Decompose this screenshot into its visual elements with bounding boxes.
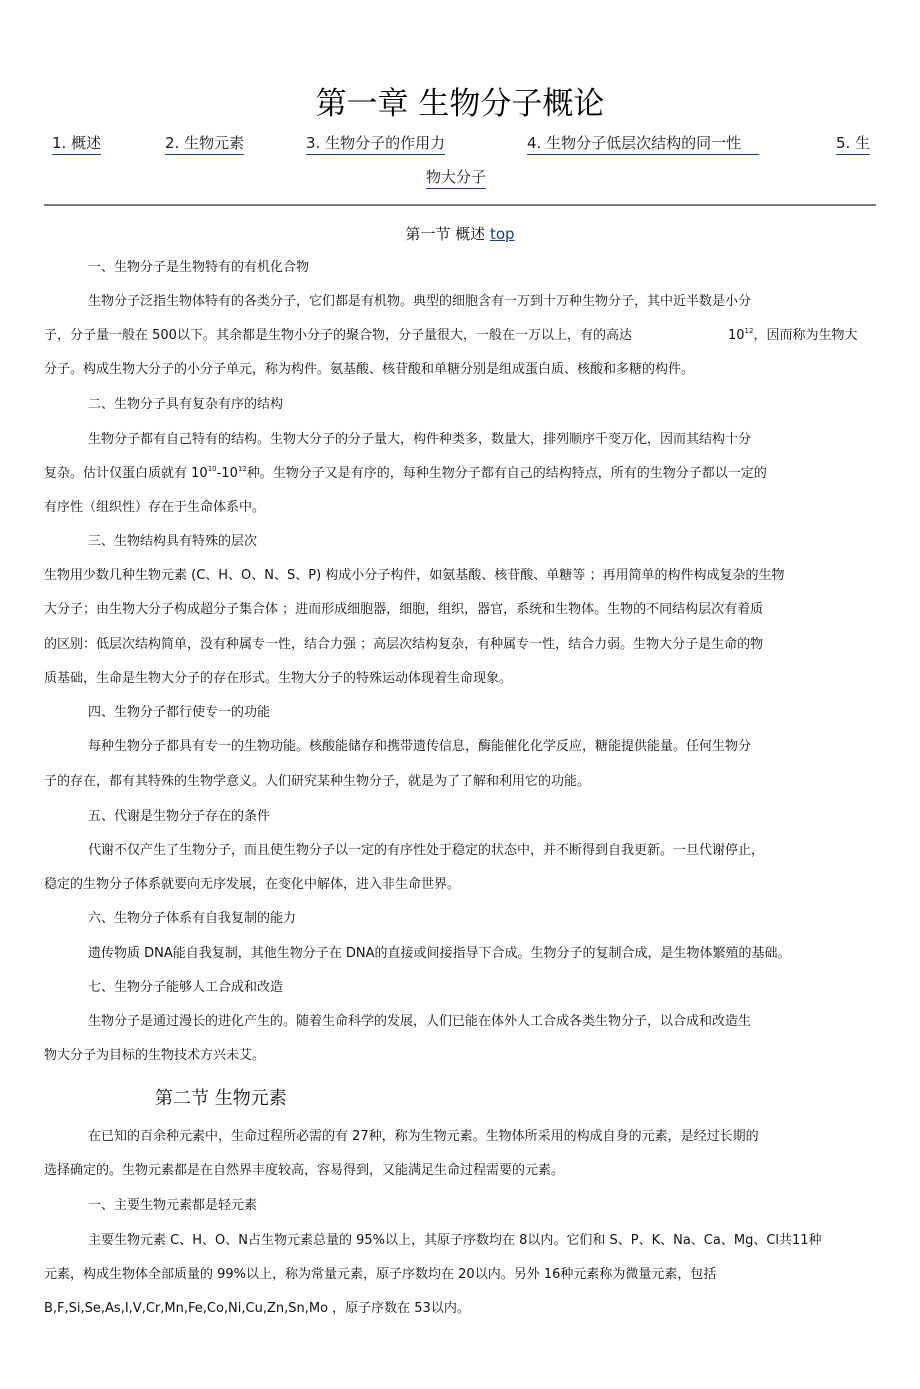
top-link[interactable]: top: [489, 225, 515, 243]
paragraph-text: -10: [216, 466, 238, 481]
paragraph-line: 生物分子泛指生物体特有的各类分子，它们都是有机物。典型的细胞含有一万到十万种生物分子，其中近半数是小分: [88, 294, 752, 309]
nav-link-molecular-forces[interactable]: 3. 生物分子的作用力: [306, 133, 445, 155]
paragraph-line: B,F,Si,Se,As,I,V,Cr,Mn,Fe,Co,Ni,Cu,Zn,Sn,Mo ，原子序数在 53以内。: [44, 1301, 470, 1316]
paragraph-line: 元素，构成生物体全部质量的 99%以上，称为常量元素，原子序数均在 20以内。另外 16种元素称为微量元素，包括: [44, 1267, 717, 1282]
nav-link-low-level-structure[interactable]: 4. 生物分子低层次结构的同一性: [527, 133, 759, 155]
paragraph-line: 子的存在，都有其特殊的生物学意义。人们研究某种生物分子，就是为了了解和利用它的功能。: [44, 774, 591, 789]
paragraph-line: 选择确定的。生物元素都是在自然界丰度较高，容易得到，又能满足生命过程需要的元素。: [44, 1163, 565, 1178]
section1-heading-6: 六、生物分子体系有自我复制的能力: [88, 911, 297, 926]
section1-heading-5: 五、代谢是生物分子存在的条件: [88, 809, 271, 824]
page-title: 第一章 生物分子概论: [315, 86, 605, 122]
nav-link-macromolecules[interactable]: 5. 生: [836, 133, 870, 155]
paragraph-line: 分子。构成生物大分子的小分子单元，称为构件。氨基酸、核苷酸和单糖分别是组成蛋白质、核酸和多糖的构件。: [44, 362, 695, 377]
section1-heading-1: 一、生物分子是生物特有的有机化合物: [88, 260, 310, 275]
section1-heading-4: 四、生物分子都行使专一的功能: [88, 705, 271, 720]
paragraph-text: 复杂。估计仅蛋白质就有 10: [44, 466, 208, 481]
paragraph-line: 质基础，生命是生物大分子的存在形式。生物大分子的特殊运动体现着生命现象。: [44, 671, 513, 686]
paragraph-line: 生物分子都有自己特有的结构。生物大分子的分子量大，构件种类多，数量大，排列顺序千变万化，因而其结构十分: [88, 432, 752, 447]
paragraph-line: 遗传物质 DNA能自我复制，其他生物分子在 DNA的直接或间接指导下合成。生物分子的复制合成，是生物体繁殖的基础。: [88, 946, 791, 961]
paragraph-line: 稳定的生物分子体系就要向无序发展，在变化中解体，进入非生命世界。: [44, 877, 461, 892]
section2-heading-1: 一、主要生物元素都是轻元素: [88, 1198, 258, 1213]
divider: [44, 204, 876, 206]
paragraph-line: 每种生物分子都具有专一的生物功能。核酸能储存和携带遗传信息，酶能催化化学反应，糖能提供能量。任何生物分: [88, 739, 752, 754]
paragraph-text: 子，分子量一般在 500以下。其余都是生物小分子的聚合物，分子量很大，一般在一万以上，有的高达: [44, 328, 632, 343]
paragraph-line: [44, 465, 767, 483]
section1-title-text: 第一节 概述: [405, 225, 490, 243]
power-exponent: 12: [744, 327, 754, 335]
paragraph-line: 大分子；由生物大分子构成超分子集合体 ；进而形成细胞器，细胞，组织，器官，系统和生物体。生物的不同结构层次有着质: [44, 602, 764, 617]
section1-title: [0, 224, 920, 244]
power-base: 10: [728, 328, 745, 343]
paragraph-line: 主要生物元素 C、H、O、N占生物元素总量的 95%以上，其原子序数均在 8以内。它们和 S、P、K、Na、Ca、Mg、Cl共11种: [88, 1233, 822, 1248]
nav-link-bio-elements[interactable]: 2. 生物元素: [165, 133, 244, 155]
section2-title: 第二节 生物元素: [155, 1088, 287, 1109]
paragraph-line: [728, 327, 857, 345]
section1-heading-2: 二、生物分子具有复杂有序的结构: [88, 397, 284, 412]
paragraph-line: 生物用少数几种生物元素 (C、H、O、N、S、P) 构成小分子构件，如氨基酸、核苷酸、单糖等 ；再用简单的构件构成复杂的生物: [44, 568, 785, 583]
section1-heading-7: 七、生物分子能够人工合成和改造: [88, 980, 284, 995]
paragraph-line: [44, 327, 632, 345]
section1-heading-3: 三、生物结构具有特殊的层次: [88, 534, 258, 549]
paragraph-line: 的区别：低层次结构简单，没有种属专一性，结合力强 ；高层次结构复杂，有种属专一性，结合力弱。生物大分子是生命的物: [44, 637, 764, 652]
nav-link-macromolecules-cont[interactable]: 物大分子: [426, 167, 486, 189]
paragraph-line: 生物分子是通过漫长的进化产生的。随着生命科学的发展，人们已能在体外人工合成各类生物分子，以合成和改造生: [88, 1014, 752, 1029]
paragraph-line: 代谢不仅产生了生物分子，而且使生物分子以一定的有序性处于稳定的状态中，并不断得到自我更新。一旦代谢停止，: [88, 843, 765, 858]
paragraph-line: 物大分子为目标的生物技术方兴未艾。: [44, 1048, 266, 1063]
paragraph-text: 种。生物分子又是有序的，每种生物分子都有自己的结构特点，所有的生物分子都以一定的: [246, 466, 767, 481]
paragraph-line: 在已知的百余种元素中，生命过程所必需的有 27种，称为生物元素。生物体所采用的构成自身的元素，是经过长期的: [88, 1129, 759, 1144]
power-exponent: 12: [237, 465, 247, 473]
paragraph-text: ，因而称为生物大: [753, 328, 858, 343]
nav-link-overview[interactable]: 1. 概述: [52, 133, 101, 155]
paragraph-line: 有序性（组织性）存在于生命体系中。: [44, 500, 266, 515]
power-exponent: 10: [207, 465, 217, 473]
